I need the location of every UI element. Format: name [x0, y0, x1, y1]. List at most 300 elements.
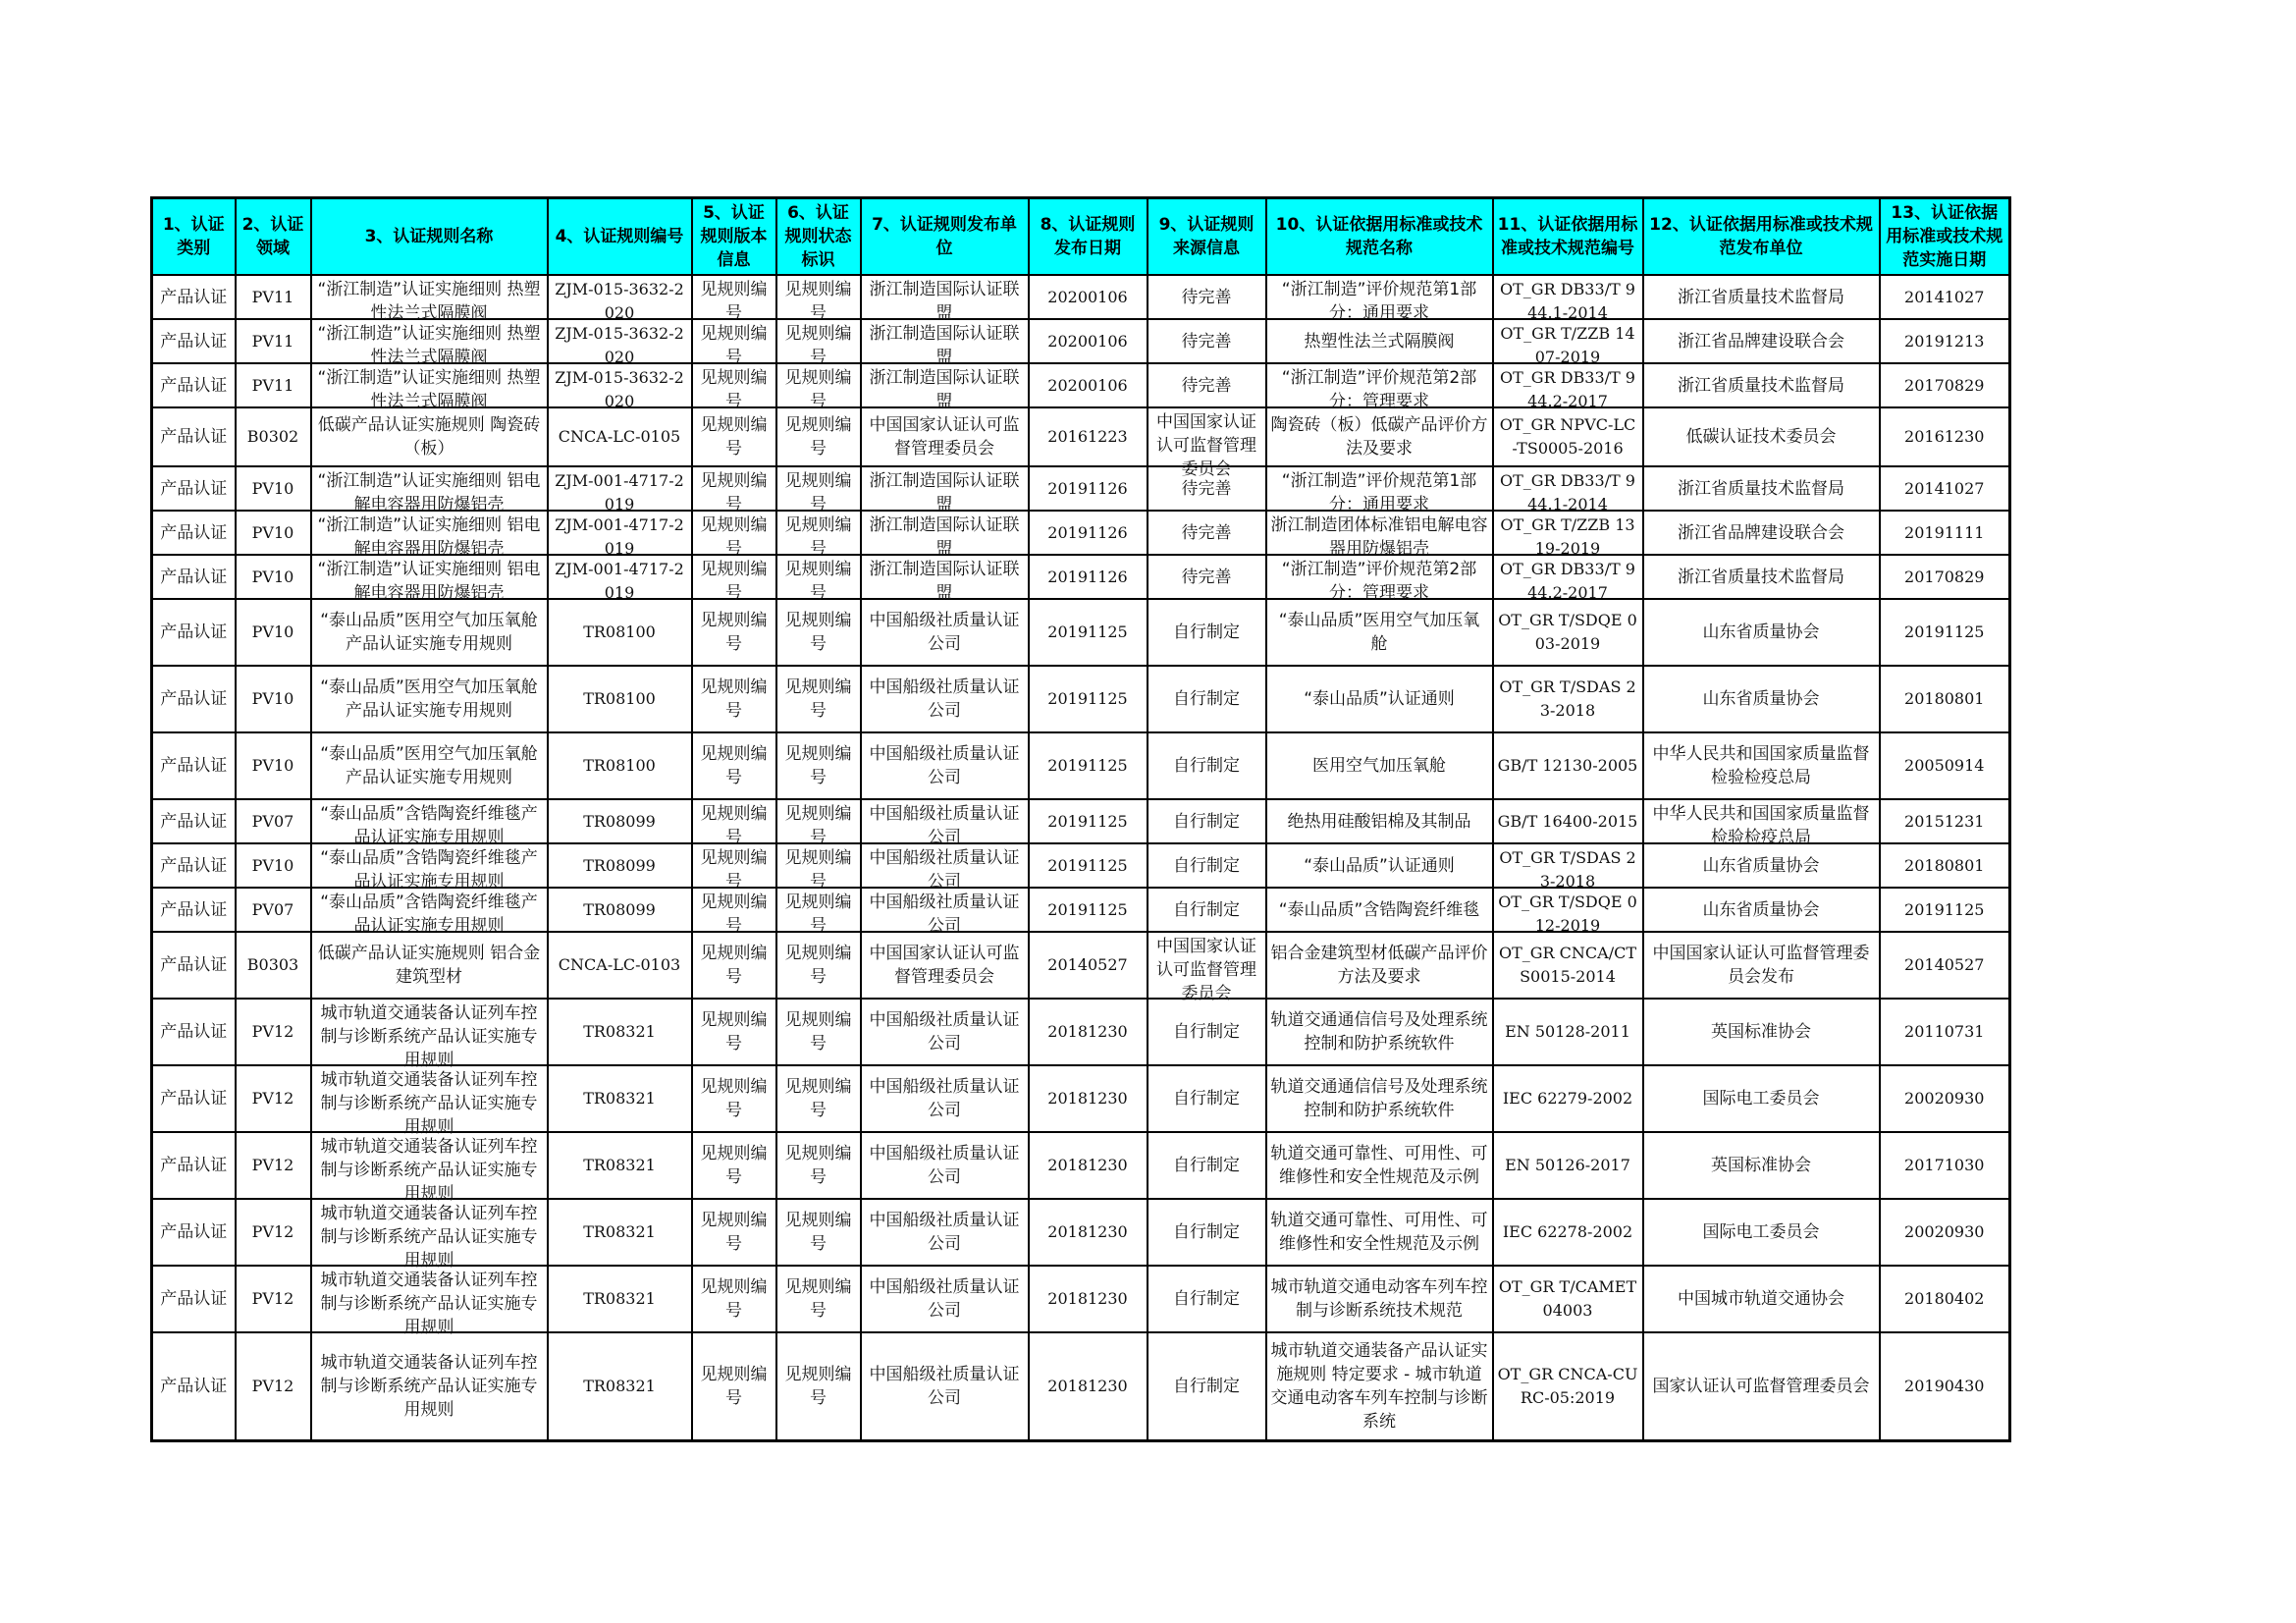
table-cell	[236, 1199, 311, 1266]
cell-text: TR08100	[583, 622, 656, 641]
cell-text: B0302	[246, 427, 299, 446]
table-cell	[692, 666, 776, 732]
table-cell	[861, 407, 1029, 466]
cell-text: B0303	[246, 955, 299, 974]
cell-text: 20161230	[1904, 427, 1985, 446]
table-cell	[692, 1132, 776, 1199]
table-cell	[548, 511, 692, 558]
table-row	[152, 407, 2010, 466]
cell-text: 自行制定	[1173, 1156, 1240, 1175]
cell-text: 待完善	[1181, 567, 1232, 587]
table-cell	[1643, 1332, 1880, 1440]
cell-text: 自行制定	[1173, 1222, 1240, 1242]
cell-text: 20140527	[1904, 955, 1985, 974]
cell-text: ZJM-015-3632-2020	[555, 324, 684, 366]
table-cell	[861, 1266, 1029, 1332]
table-cell	[861, 599, 1029, 666]
table-cell	[1148, 555, 1266, 599]
cell-text: 自行制定	[1173, 689, 1240, 709]
cell-text: TR08099	[583, 811, 656, 831]
table-cell	[692, 843, 776, 892]
table-cell	[1266, 466, 1493, 514]
cell-text: PV11	[251, 331, 294, 351]
cell-text: 浙江制造团体标准铝电解电容器用防爆铝壳	[1270, 515, 1488, 559]
table-row	[152, 511, 2010, 555]
table-cell	[1880, 275, 2010, 319]
cell-text: 见规则编号	[784, 611, 852, 654]
cell-text: 见规则编号	[784, 1077, 852, 1120]
cell-text: ZJM-015-3632-2020	[555, 280, 684, 322]
cell-text: 浙江省品牌建设联合会	[1678, 331, 1844, 352]
cell-text: 20190430	[1904, 1376, 1985, 1395]
cell-text: 见规则编号	[700, 893, 768, 936]
table-cell	[1880, 999, 2010, 1065]
table-cell	[776, 466, 861, 514]
cell-text: OT_GR NPVC-LC-TS0005-2016	[1499, 415, 1636, 458]
cell-text: 20191125	[1047, 811, 1128, 831]
table-cell	[1880, 466, 2010, 511]
cell-text: 中国船级社质量认证公司	[869, 677, 1020, 721]
table-cell	[692, 888, 776, 936]
table-cell	[1643, 599, 1880, 666]
table-cell	[861, 1199, 1029, 1266]
cell-text: 山东省质量协会	[1702, 899, 1820, 920]
cell-text: 20171030	[1904, 1156, 1985, 1174]
cell-text: 中国国家认证认可监督管理委员会	[869, 944, 1020, 987]
table-cell	[1029, 407, 1148, 466]
table-cell	[548, 1065, 692, 1132]
cell-text: 浙江制造国际认证联盟	[869, 471, 1020, 514]
cell-text: OT_GR DB33/T 944.2-2017	[1500, 368, 1635, 410]
cell-text: 见规则编号	[784, 1277, 852, 1321]
cell-text: CNCA-LC-0103	[558, 955, 681, 974]
cell-text: 中国船级社质量认证公司	[869, 804, 1020, 847]
cell-text: “浙江制造”评价规范第1部分：通用要求	[1281, 280, 1477, 323]
cell-text: 见规则编号	[700, 944, 768, 987]
table-cell	[692, 511, 776, 559]
cell-text: 见规则编号	[784, 1364, 852, 1408]
cell-text: 产品认证	[160, 331, 228, 352]
cell-text: 中国船级社质量认证公司	[869, 1144, 1020, 1187]
table-cell	[692, 1065, 776, 1132]
table-cell	[152, 843, 236, 888]
table-cell	[861, 363, 1029, 411]
cell-text: 城市轨道交通装备认证列车控制与诊断系统产品认证实施专用规则	[320, 1070, 538, 1137]
cell-text: 产品认证	[160, 899, 228, 920]
table-cell	[1148, 1065, 1266, 1132]
table-cell	[1266, 407, 1493, 466]
table-cell	[1493, 843, 1643, 891]
table-cell	[1643, 799, 1880, 847]
table-row	[152, 843, 2010, 888]
cell-text: PV12	[251, 1156, 294, 1174]
cell-text: 20161223	[1047, 427, 1128, 446]
cell-text: “泰山品质”认证通则	[1304, 855, 1455, 876]
cell-text: 见规则编号	[700, 471, 768, 514]
cell-text: 中国国家认证认可监督管理委员会	[1156, 412, 1256, 479]
table-cell	[311, 666, 548, 732]
table-cell	[1643, 932, 1880, 999]
table-cell	[152, 1132, 236, 1199]
cell-text: 绝热用硅酸铝棉及其制品	[1287, 811, 1471, 832]
cell-text: 20191126	[1047, 522, 1128, 542]
table-row	[152, 363, 2010, 407]
table-cell	[311, 999, 548, 1070]
table-cell	[861, 888, 1029, 936]
table-cell	[692, 599, 776, 666]
table-row	[152, 666, 2010, 732]
table-cell	[311, 1065, 548, 1137]
cell-text: 见规则编号	[700, 560, 768, 603]
cell-text: 自行制定	[1173, 1089, 1240, 1109]
column-header: 7、认证规则发布单位	[861, 198, 1029, 276]
cell-text: 20181230	[1047, 1222, 1128, 1241]
cell-text: 见规则编号	[784, 324, 852, 367]
table-cell	[1643, 555, 1880, 599]
table-cell	[1266, 275, 1493, 323]
table-cell	[152, 363, 236, 407]
cell-text: 产品认证	[160, 1156, 228, 1175]
cell-text: 城市轨道交通装备认证列车控制与诊断系统产品认证实施专用规则	[320, 1352, 538, 1420]
cell-text: PV12	[251, 1022, 294, 1041]
table-cell	[236, 799, 311, 843]
table-cell	[1029, 999, 1148, 1065]
table-cell	[1029, 511, 1148, 555]
table-cell	[152, 999, 236, 1065]
table-cell	[1029, 843, 1148, 888]
column-header: 8、认证规则发布日期	[1029, 198, 1148, 276]
cell-text: PV07	[251, 811, 294, 831]
cell-text: 山东省质量协会	[1702, 855, 1820, 876]
cell-text: PV10	[251, 689, 294, 708]
cell-text: 城市轨道交通装备认证列车控制与诊断系统产品认证实施专用规则	[320, 1271, 538, 1337]
table-cell	[1493, 932, 1643, 999]
cell-text: “泰山品质”医用空气加压氧舱产品认证实施专用规则	[320, 744, 538, 787]
table-cell	[311, 599, 548, 666]
table-cell	[861, 511, 1029, 559]
cell-text: OT_GR T/ZZB 1407-2019	[1500, 324, 1635, 366]
table-cell	[1148, 666, 1266, 732]
table-cell	[311, 275, 548, 323]
table-cell	[1493, 363, 1643, 410]
table-cell	[236, 999, 311, 1065]
cell-text: 中国国家认证认可监督管理委员会发布	[1652, 944, 1870, 987]
table-cell	[548, 407, 692, 466]
table-cell	[776, 511, 861, 559]
cell-text: 产品认证	[160, 1376, 228, 1396]
table-cell	[776, 843, 861, 892]
table-cell	[548, 932, 692, 999]
column-header: 13、认证依据用标准或技术规范实施日期	[1880, 198, 2010, 276]
table-cell	[1493, 799, 1643, 843]
cell-text: 产品认证	[160, 287, 228, 307]
table-cell	[548, 999, 692, 1065]
table-row	[152, 1199, 2010, 1266]
cell-text: PV10	[251, 855, 294, 875]
table-cell	[1148, 319, 1266, 363]
table-cell	[548, 1266, 692, 1332]
cell-text: ZJM-001-4717-2019	[555, 560, 684, 602]
cell-text: 见规则编号	[700, 1277, 768, 1321]
cell-text: 见规则编号	[784, 471, 852, 514]
cell-text: 见规则编号	[784, 1211, 852, 1254]
cell-text: 中华人民共和国国家质量监督检验检疫总局	[1652, 804, 1870, 847]
table-cell	[1148, 732, 1266, 799]
cell-text: 自行制定	[1173, 622, 1240, 642]
cell-text: 见规则编号	[784, 944, 852, 987]
column-header: 12、认证依据用标准或技术规范发布单位	[1643, 198, 1880, 276]
cell-text: 见规则编号	[784, 848, 852, 892]
table-cell	[861, 466, 1029, 514]
cell-text: OT_GR T/SDQE 012-2019	[1498, 893, 1637, 935]
cell-text: “浙江制造”认证实施细则 热塑性法兰式隔膜阀	[317, 368, 541, 411]
cell-text: OT_GR T/ZZB 1319-2019	[1500, 515, 1635, 558]
table-cell	[152, 732, 236, 799]
cell-text: 产品认证	[160, 811, 228, 832]
table-cell	[1029, 599, 1148, 666]
table-row	[152, 466, 2010, 511]
cell-text: 中国国家认证认可监督管理委员会	[869, 415, 1020, 459]
cell-text: 20191126	[1047, 567, 1128, 586]
cell-text: “浙江制造”评价规范第1部分：通用要求	[1281, 471, 1477, 514]
table-cell	[152, 466, 236, 511]
column-header: 10、认证依据用标准或技术规范名称	[1266, 198, 1493, 276]
cell-text: 英国标准协会	[1711, 1022, 1811, 1042]
cell-text: 待完善	[1181, 478, 1232, 499]
cell-text: PV10	[251, 567, 294, 586]
cell-text: OT_GR T/SDAS 23-2018	[1499, 848, 1636, 891]
table-cell	[311, 319, 548, 367]
cell-text: 见规则编号	[784, 560, 852, 603]
cell-text: 浙江制造国际认证联盟	[869, 368, 1020, 411]
table-row	[152, 932, 2010, 999]
table-cell	[861, 555, 1029, 603]
table-cell	[1880, 1266, 2010, 1332]
table-cell	[1880, 363, 2010, 407]
table-cell	[1493, 1332, 1643, 1440]
table-cell	[311, 799, 548, 847]
cell-text: PV12	[251, 1376, 294, 1395]
cell-text: 浙江制造国际认证联盟	[869, 280, 1020, 323]
cell-text: 待完善	[1181, 522, 1232, 543]
table-cell	[692, 466, 776, 514]
table-cell	[311, 1132, 548, 1204]
cell-text: 国家认证认可监督管理委员会	[1652, 1376, 1870, 1396]
cell-text: 见规则编号	[700, 1211, 768, 1254]
cell-text: 20200106	[1047, 375, 1128, 395]
table-cell	[861, 1132, 1029, 1199]
table-cell	[236, 932, 311, 999]
table-cell	[1029, 555, 1148, 599]
cell-text: 中国船级社质量认证公司	[869, 1277, 1020, 1321]
cell-text: PV10	[251, 756, 294, 775]
cell-text: TR08099	[583, 899, 656, 919]
table-cell	[152, 555, 236, 599]
cell-text: 产品认证	[160, 955, 228, 975]
cell-text: 产品认证	[160, 375, 228, 396]
cell-text: 20181230	[1047, 1376, 1128, 1395]
table-cell	[1266, 1199, 1493, 1266]
cell-text: “浙江制造”认证实施细则 热塑性法兰式隔膜阀	[317, 280, 541, 323]
table-cell	[1029, 466, 1148, 511]
table-cell	[1493, 1132, 1643, 1199]
cell-text: PV11	[251, 375, 294, 395]
cell-text: 产品认证	[160, 427, 228, 447]
cell-text: “浙江制造”认证实施细则 铝电解电容器用防爆铝壳	[317, 471, 541, 514]
table-cell	[1029, 1132, 1148, 1199]
cell-text: 热塑性法兰式隔膜阀	[1304, 331, 1455, 352]
table-cell	[1643, 407, 1880, 466]
column-header: 1、认证类别	[152, 198, 236, 276]
table-cell	[548, 466, 692, 514]
table-cell	[1148, 932, 1266, 1003]
table-cell	[861, 275, 1029, 323]
table-row	[152, 599, 2010, 666]
table-cell	[1880, 511, 2010, 555]
table-cell	[776, 1132, 861, 1199]
cell-text: CNCA-LC-0105	[558, 427, 681, 446]
cell-text: 20191111	[1904, 522, 1985, 542]
cell-text: PV12	[251, 1289, 294, 1308]
cell-text: 见规则编号	[700, 1010, 768, 1054]
cell-text: OT_GR DB33/T 944.2-2017	[1500, 560, 1635, 602]
table-row	[152, 1266, 2010, 1332]
cell-text: “泰山品质”含锆陶瓷纤维毯产品认证实施专用规则	[320, 804, 538, 847]
cell-text: TR08321	[583, 1222, 656, 1241]
cell-text: GB/T 16400-2015	[1497, 811, 1638, 831]
table-cell	[1029, 732, 1148, 799]
table-cell	[1266, 319, 1493, 363]
table-cell	[1493, 555, 1643, 602]
table-cell	[311, 843, 548, 892]
cell-text: 铝合金建筑型材低碳产品评价方法及要求	[1270, 944, 1488, 987]
column-header: 11、认证依据用标准或技术规范编号	[1493, 198, 1643, 276]
cell-text: 见规则编号	[700, 1077, 768, 1120]
table-cell	[1029, 799, 1148, 843]
table-cell	[692, 1332, 776, 1440]
table-cell	[1266, 555, 1493, 603]
cell-text: 浙江省质量技术监督局	[1678, 375, 1844, 396]
table-cell	[692, 799, 776, 847]
cell-text: 见规则编号	[784, 415, 852, 459]
cell-text: EN 50126-2017	[1505, 1156, 1630, 1174]
table-cell	[1493, 732, 1643, 799]
cell-text: 见规则编号	[700, 368, 768, 411]
table-cell	[1880, 1332, 2010, 1440]
table-cell	[692, 999, 776, 1065]
cell-text: 20180801	[1904, 855, 1985, 875]
cell-text: 中国国家认证认可监督管理委员会	[1156, 937, 1256, 1003]
table-cell	[776, 1332, 861, 1440]
cell-text: 陶瓷砖（板）低碳产品评价方法及要求	[1270, 415, 1488, 459]
table-cell	[776, 599, 861, 666]
table-cell	[236, 1065, 311, 1132]
table-cell	[1880, 932, 2010, 999]
table-cell	[1148, 799, 1266, 843]
cell-text: 见规则编号	[700, 280, 768, 323]
cell-text: 20191125	[1047, 622, 1128, 641]
cell-text: 中华人民共和国国家质量监督检验检疫总局	[1652, 744, 1870, 787]
cell-text: 自行制定	[1173, 899, 1240, 920]
table-cell	[311, 732, 548, 799]
table-cell	[1266, 999, 1493, 1065]
cell-text: “泰山品质”含锆陶瓷纤维毯	[1278, 899, 1480, 920]
table-cell	[1148, 275, 1266, 319]
table-cell	[548, 275, 692, 322]
cell-text: 国际电工委员会	[1702, 1222, 1820, 1242]
cell-text: 20191126	[1047, 478, 1128, 498]
cell-text: TR08321	[583, 1376, 656, 1395]
column-header: 4、认证规则编号	[548, 198, 692, 276]
column-header: 9、认证规则来源信息	[1148, 198, 1266, 276]
cell-text: “泰山品质”认证通则	[1304, 689, 1455, 709]
table-cell	[311, 1266, 548, 1337]
table-cell	[1880, 555, 2010, 599]
table-cell	[236, 888, 311, 932]
cell-text: “泰山品质”含锆陶瓷纤维毯产品认证实施专用规则	[320, 893, 538, 936]
cell-text: 待完善	[1181, 287, 1232, 307]
table-cell	[1493, 511, 1643, 558]
cell-text: 英国标准协会	[1711, 1156, 1811, 1175]
cell-text: 20151231	[1904, 811, 1985, 831]
table-cell	[776, 666, 861, 732]
cell-text: “浙江制造”评价规范第2部分：管理要求	[1281, 560, 1477, 603]
table-row	[152, 888, 2010, 932]
cell-text: 中国船级社质量认证公司	[869, 1211, 1020, 1254]
table-cell	[776, 407, 861, 466]
table-cell	[1643, 1266, 1880, 1332]
table-row	[152, 1332, 2010, 1440]
cell-text: 轨道交通可靠性、可用性、可维修性和安全性规范及示例	[1270, 1211, 1488, 1254]
cell-text: 20181230	[1047, 1289, 1128, 1308]
table-header	[152, 198, 2010, 276]
cell-text: 见规则编号	[784, 280, 852, 323]
cell-text: 20181230	[1047, 1022, 1128, 1041]
cell-text: PV07	[251, 899, 294, 919]
cell-text: 中国船级社质量认证公司	[869, 1077, 1020, 1120]
table-cell	[152, 511, 236, 555]
table-cell	[1029, 1332, 1148, 1440]
cell-text: 中国船级社质量认证公司	[869, 893, 1020, 936]
cell-text: 见规则编号	[700, 1364, 768, 1408]
cell-text: 自行制定	[1173, 1376, 1240, 1396]
table-cell	[311, 466, 548, 514]
cell-text: 20170829	[1904, 375, 1985, 395]
table-cell	[1029, 888, 1148, 932]
table-cell	[311, 1332, 548, 1440]
cell-text: 轨道交通通信信号及处理系统控制和防护系统软件	[1270, 1077, 1488, 1120]
table-cell	[152, 666, 236, 732]
cell-text: 低碳认证技术委员会	[1685, 427, 1837, 447]
cell-text: PV10	[251, 622, 294, 641]
table-cell	[548, 843, 692, 888]
column-header: 6、认证规则状态标识	[776, 198, 861, 276]
table-cell	[1880, 1065, 2010, 1132]
cell-text: 20191125	[1047, 756, 1128, 775]
cell-text: EN 50128-2011	[1505, 1022, 1630, 1041]
table-cell	[236, 1332, 311, 1440]
table-row	[152, 319, 2010, 363]
table-cell	[311, 407, 548, 466]
table-cell	[1643, 319, 1880, 363]
table-cell	[236, 363, 311, 407]
table-cell	[1266, 511, 1493, 559]
table-cell	[1493, 888, 1643, 935]
table-cell	[1148, 999, 1266, 1065]
table-cell	[1643, 888, 1880, 932]
table-row	[152, 1065, 2010, 1132]
table-cell	[548, 1332, 692, 1440]
